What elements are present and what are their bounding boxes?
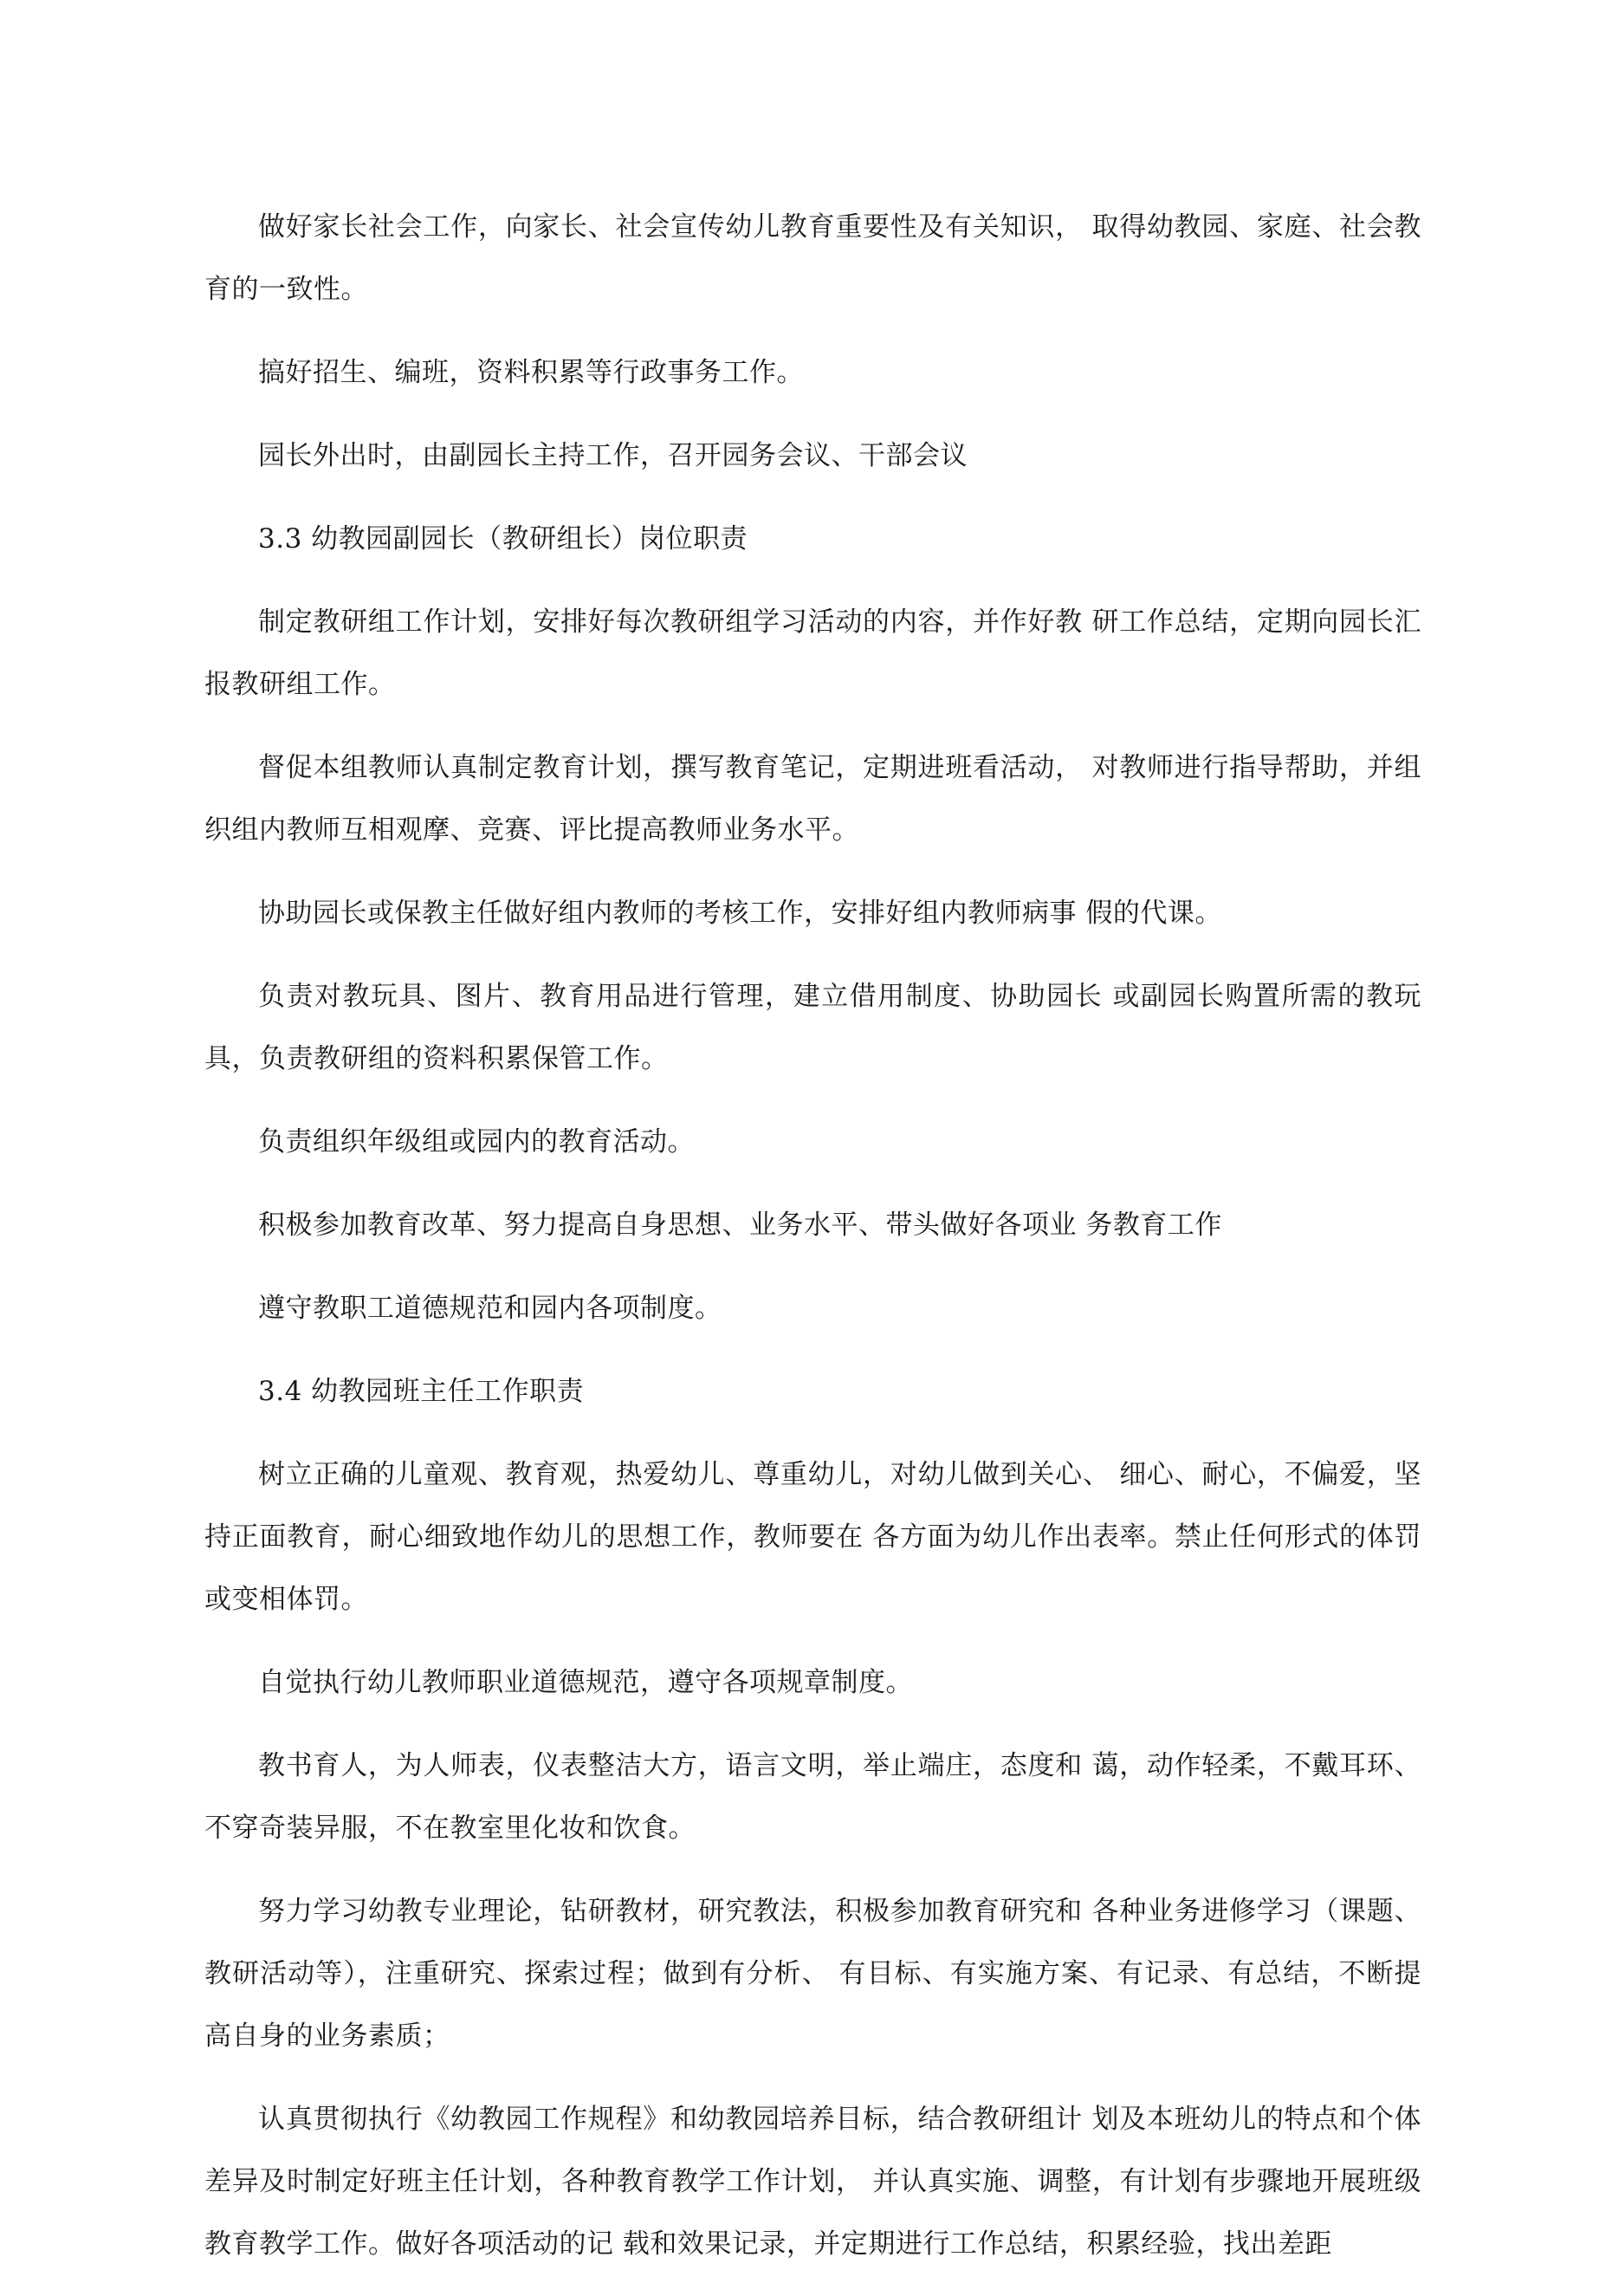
paragraph-assessment: 协助园长或保教主任做好组内教师的考核工作，安排好组内教师病事 假的代课。	[258, 898, 1222, 929]
section-heading-3-4: 3.4 幼教园班主任工作职责	[258, 1376, 585, 1407]
paragraph-organize-activities: 负责组织年级组或园内的教育活动。	[258, 1126, 695, 1158]
paragraph-parent-community-work: 做好家长社会工作，向家长、社会宣传幼儿教育重要性及有关知识， 取得幼教园、家庭、社会教育的一致性。	[204, 211, 1421, 305]
paragraph-materials-management: 负责对教玩具、图片、教育用品进行管理，建立借用制度、协助园长 或副园长购置所需的教玩具，负责教研组的资料积累保管工作。	[204, 981, 1421, 1074]
paragraph-child-view: 树立正确的儿童观、教育观，热爱幼儿、尊重幼儿，对幼儿做到关心、 细心、耐心，不偏爱，坚持正面教育，耐心细致地作幼儿的思想工作，教师要在 各方面为幼儿作出表率。禁止任何形式的体罚或变相体罚。	[204, 1459, 1421, 1615]
paragraph-ethics: 遵守教职工道德规范和园内各项制度。	[258, 1293, 722, 1324]
paragraph-conduct: 教书育人，为人师表，仪表整洁大方，语言文明，举止端庄，态度和 蔼，动作轻柔，不戴耳环、不穿奇装异服，不在教室里化妆和饮食。	[204, 1750, 1421, 1844]
paragraph-professional-norms: 自觉执行幼儿教师职业道德规范，遵守各项规章制度。	[258, 1667, 913, 1698]
paragraph-deputy-in-charge: 园长外出时，由副园长主持工作，召开园务会议、干部会议	[258, 440, 968, 471]
paragraph-enrollment-admin: 搞好招生、编班，资料积累等行政事务工作。	[258, 357, 804, 388]
paragraph-education-reform: 积极参加教育改革、努力提高自身思想、业务水平、带头做好各项业 务教育工作	[258, 1210, 1222, 1241]
section-heading-3-3: 3.3 幼教园副园长（教研组长）岗位职责	[258, 523, 748, 555]
paragraph-implement-regulations: 认真贯彻执行《幼教园工作规程》和幼教园培养目标，结合教研组计 划及本班幼儿的特点和个体差异及时制定好班主任计划，各种教育教学工作计划， 并认真实施、调整，有计划有步骤地开展班级教育教学工作。做好各项活动的记 载和效果记录，并定期进行工作总结，积累经验，找出差距	[204, 2104, 1421, 2260]
paragraph-supervise-teachers: 督促本组教师认真制定教育计划，撰写教育笔记，定期进班看活动， 对教师进行指导帮助，并组织组内教师互相观摩、竞赛、评比提高教师业务水平。	[204, 752, 1421, 846]
paragraph-research-plan: 制定教研组工作计划，安排好每次教研组学习活动的内容，并作好教 研工作总结，定期向园长汇报教研组工作。	[204, 606, 1421, 700]
document-body	[204, 196, 1421, 2296]
paragraph-study-theory: 努力学习幼教专业理论，钻研教材，研究教法，积极参加教育研究和 各种业务进修学习（课题、教研活动等），注重研究、探索过程；做到有分析、 有目标、有实施方案、有记录、有总结，不断提高自身的业务素质；	[204, 1896, 1421, 2052]
